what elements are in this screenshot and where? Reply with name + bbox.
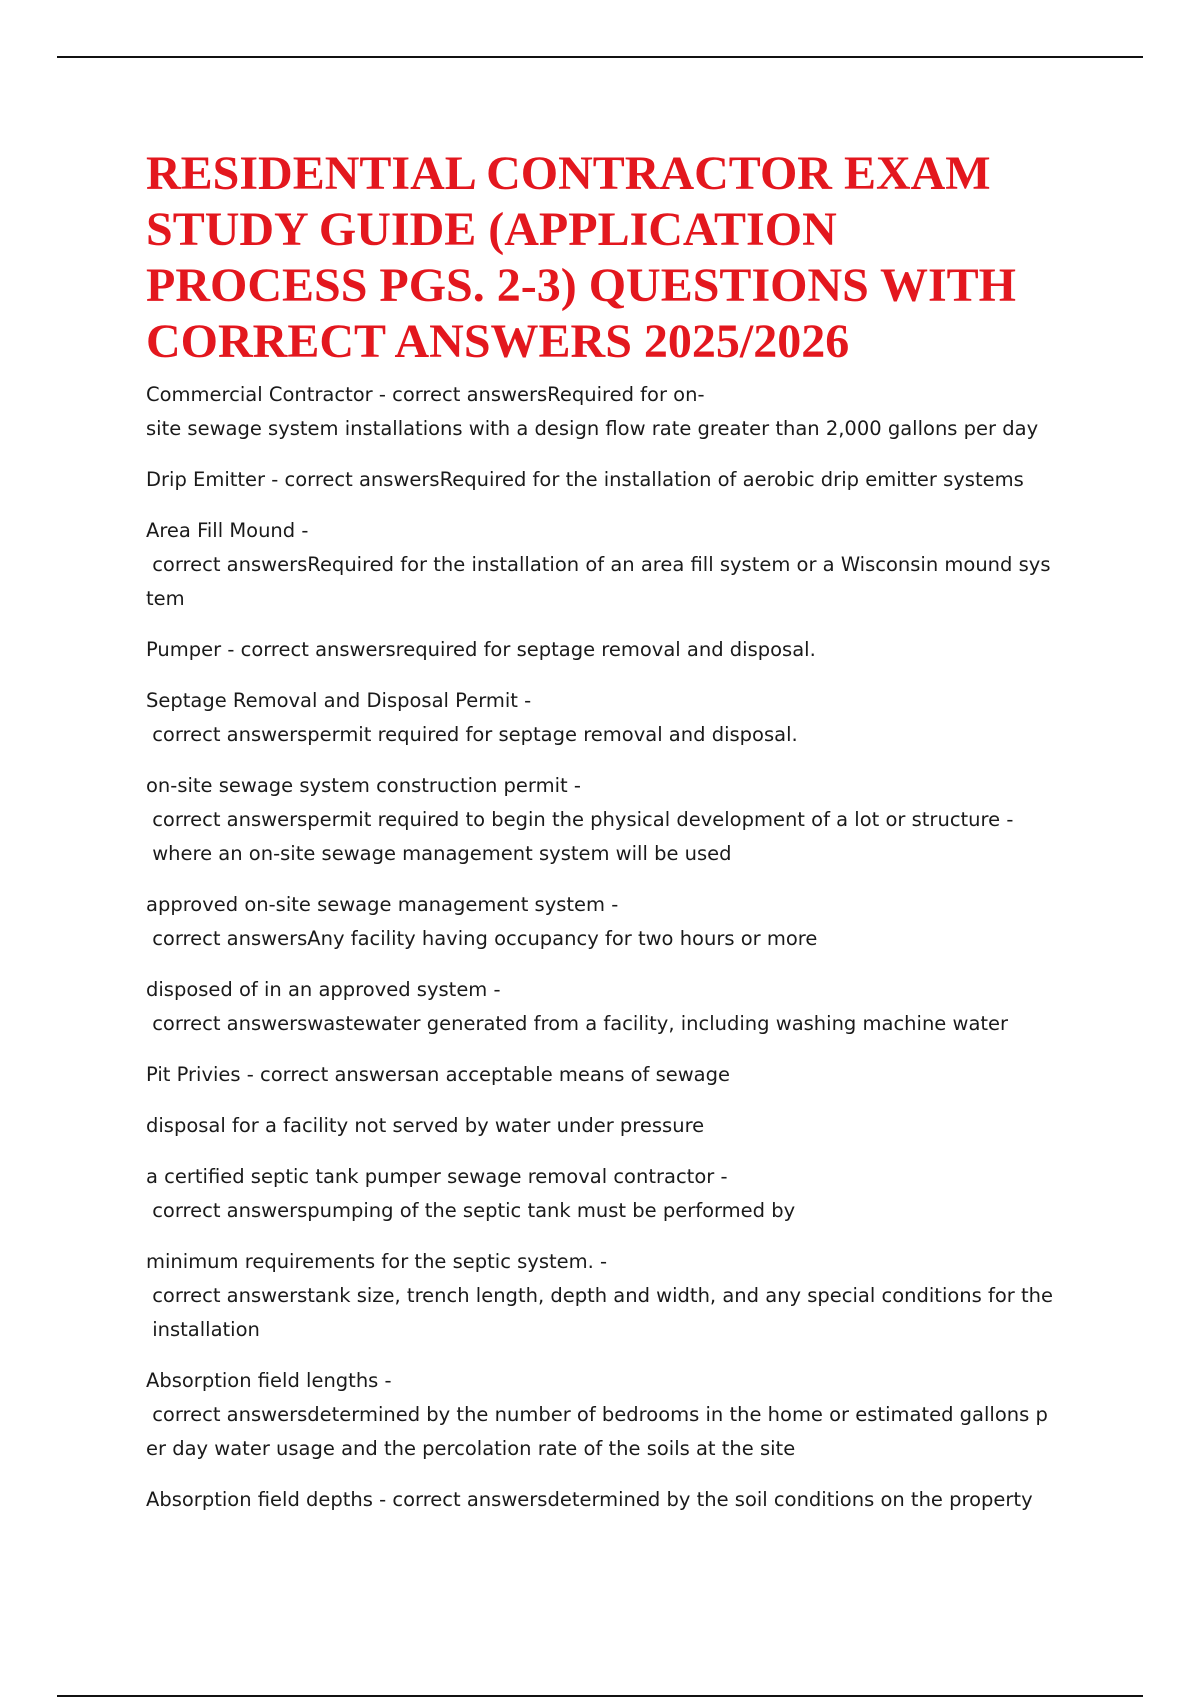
document-body [146,146,1066,1534]
qa-entry [146,973,1066,1041]
qa-entry-line: Drip Emitter - correct answersRequired for the installation of aerobic drip emitter systems [146,468,1024,491]
qa-entry-line: correct answerswastewater generated from a facility, including washing machine water [146,1012,1009,1035]
qa-entry [146,463,1066,497]
qa-entry [146,514,1066,616]
qa-entry-line: Area Fill Mound - [146,519,309,542]
qa-entry-line: minimum requirements for the septic system. - [146,1250,608,1273]
qa-entry-line: Pumper - correct answersrequired for septage removal and disposal. [146,638,816,661]
qa-entry [146,1160,1066,1228]
qa-entry [146,1109,1066,1143]
qa-entry-line: Septage Removal and Disposal Permit - [146,689,532,712]
qa-entry-line: site sewage system installations with a design flow rate greater than 2,000 gallons per day [146,417,1039,440]
qa-entry-line: Pit Privies - correct answersan acceptable means of sewage [146,1063,731,1086]
qa-entry-line: a certified septic tank pumper sewage removal contractor - [146,1165,728,1188]
qa-entry-line: correct answerspermit required to begin the physical development of a lot or structure - [146,808,1014,831]
qa-entry-line: Absorption field lengths - [146,1369,392,1392]
qa-entry-line: correct answersdetermined by the number of bedrooms in the home or estimated gallons p [146,1403,1048,1426]
qa-entry-line: correct answerspermit required for septage removal and disposal. [146,723,798,746]
qa-entry-line: correct answerstank size, trench length, depth and width, and any special conditions for the [146,1284,1054,1307]
qa-entry-line: installation [146,1318,260,1341]
qa-entry-line: correct answersRequired for the installation of an area fill system or a Wisconsin mound sys [146,553,1051,576]
bottom-divider [57,1695,1143,1697]
qa-entry-line: approved on-site sewage management system - [146,893,619,916]
qa-entry [146,769,1066,871]
qa-list [146,378,1066,1517]
qa-entry-line: disposal for a facility not served by water under pressure [146,1114,705,1137]
qa-entry-line: tem [146,587,185,610]
qa-entry-line: correct answersAny facility having occupancy for two hours or more [146,927,818,950]
top-divider [57,56,1143,58]
qa-entry [146,633,1066,667]
qa-entry [146,378,1066,446]
qa-entry [146,1245,1066,1347]
qa-entry [146,1483,1066,1517]
qa-entry-line: disposed of in an approved system - [146,978,501,1001]
qa-entry [146,888,1066,956]
qa-entry-line: on-site sewage system construction permit - [146,774,581,797]
qa-entry-line: where an on-site sewage management system will be used [146,842,732,865]
qa-entry-line: er day water usage and the percolation rate of the soils at the site [146,1437,796,1460]
qa-entry [146,1364,1066,1466]
qa-entry-line: Commercial Contractor - correct answersRequired for on- [146,383,705,406]
qa-entry-line: Absorption field depths - correct answersdetermined by the soil conditions on the property [146,1488,1033,1511]
qa-entry [146,684,1066,752]
qa-entry-line: correct answerspumping of the septic tank must be performed by [146,1199,796,1222]
document-title: RESIDENTIAL CONTRACTOR EXAM STUDY GUIDE (APPLICATION PROCESS PGS. 2-3) QUESTIONS WITH CORRECT ANSWERS 2025/2026 [146,147,1016,368]
qa-entry [146,1058,1066,1092]
